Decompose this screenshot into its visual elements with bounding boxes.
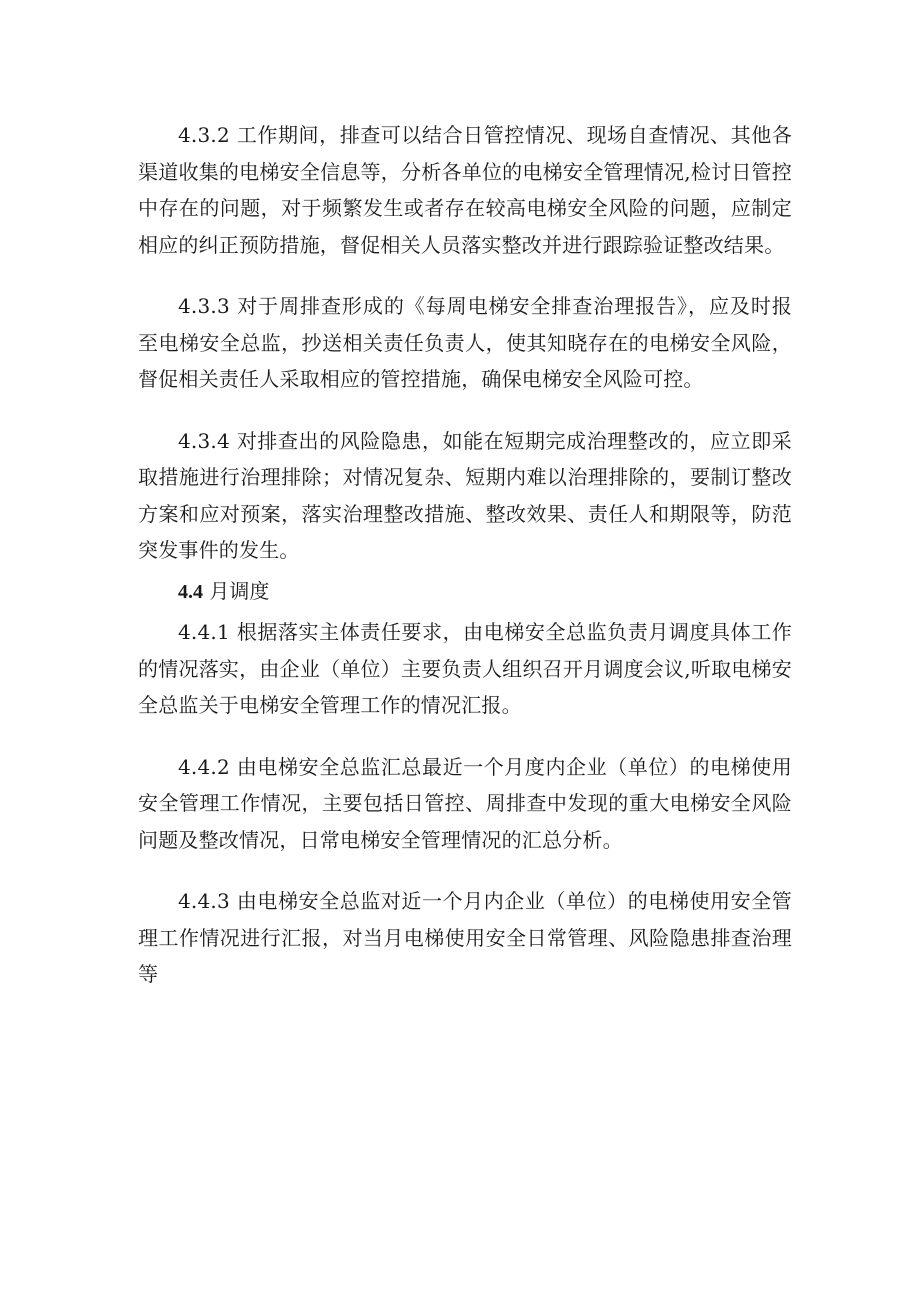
- paragraph-4-4-2: 4.4.2 由电梯安全总监汇总最近一个月度内企业（单位）的电梯使用安全管理工作情况，主要包括日管控、周排查中发现的重大电梯安全风险问题及整改情况，日常电梯安全管理情况的汇总分析。: [138, 754, 792, 852]
- paragraph-4-3-2: 4.3.2 工作期间，排查可以结合日管控情况、现场自查情况、其他各渠道收集的电梯安全信息等，分析各单位的电梯安全管理情况,检讨日管控中存在的问题，对于频繁发生或者存在较高电梯安全风险的问题，应制定相应的纠正预防措施，督促相关人员落实整改并进行跟踪验证整改结果。: [138, 123, 792, 257]
- section-number: 4.4: [178, 580, 203, 603]
- paragraph-4-4-3: 4.4.3 由电梯安全总监对近一个月内企业（单位）的电梯使用安全管理工作情况进行汇报，对当月电梯使用安全日常管理、风险隐患排查治理等: [138, 889, 792, 986]
- paragraph-4-3-4: 4.3.4 对排查出的风险隐患，如能在短期完成治理整改的，应立即采取措施进行治理排除；对情况复杂、短期内难以治理排除的，要制订整改方案和应对预案，落实治理整改措施、整改效果、责任人和期限等，防范突发事件的发生。: [138, 428, 792, 562]
- section-heading-4-4: [138, 573, 792, 611]
- paragraph-4-4-1: 4.4.1 根据落实主体责任要求，由电梯安全总监负责月调度具体工作的情况落实，由企业（单位）主要负责人组织召开月调度会议,听取电梯安全总监关于电梯安全管理工作的情况汇报。: [138, 620, 792, 717]
- section-title: 月调度: [209, 578, 270, 603]
- document-body: [138, 117, 792, 993]
- paragraph-4-3-3: 4.3.3 对于周排查形成的《每周电梯安全排查治理报告》，应及时报至电梯安全总监，抄送相关责任负责人，使其知晓存在的电梯安全风险，督促相关责任人采取相应的管控措施，确保电梯安全风险可控。: [138, 294, 792, 391]
